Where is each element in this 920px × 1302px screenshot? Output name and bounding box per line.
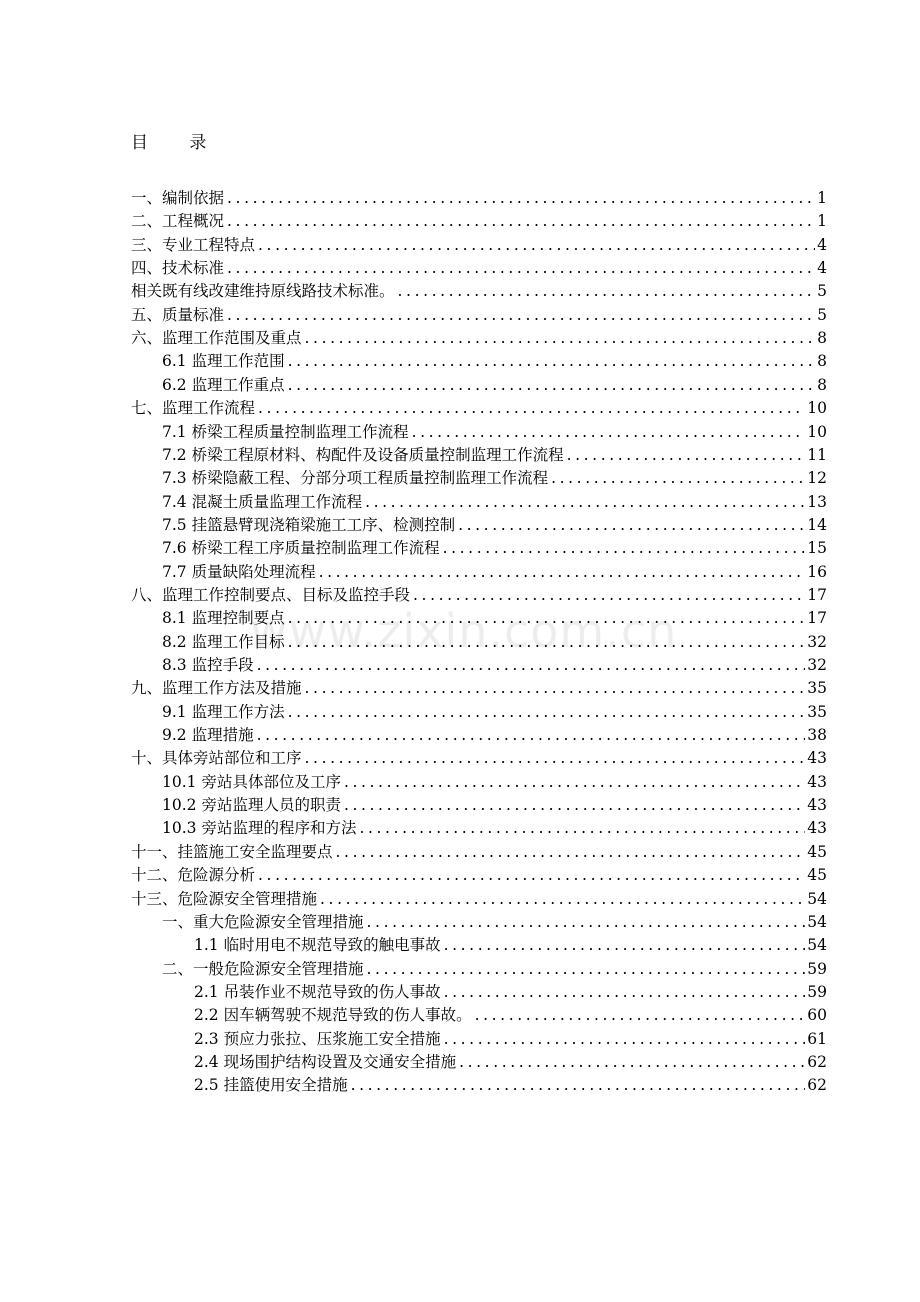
toc-entry-label: 七、监理工作流程 (131, 399, 256, 418)
toc-entry[interactable] (162, 815, 827, 838)
toc-entry-page-number: 16 (807, 562, 827, 581)
toc-entry-page-number: 4 (817, 235, 827, 254)
toc-entry[interactable] (162, 699, 827, 722)
toc-entry-label: 2.4 现场围护结构设置及交通安全措施 (194, 1052, 457, 1071)
toc-entry-page-number: 62 (807, 1076, 827, 1095)
dot-leader (255, 865, 805, 885)
dot-leader (285, 632, 806, 652)
dot-leader (548, 468, 805, 488)
dot-leader (224, 211, 815, 231)
toc-entry[interactable] (162, 769, 827, 792)
dot-leader (348, 1075, 806, 1095)
dot-leader (254, 725, 806, 745)
toc-entry-label: 二、一般危险源安全管理措施 (162, 959, 364, 978)
dot-leader (255, 235, 815, 255)
dot-leader (564, 445, 806, 465)
dot-leader (285, 375, 816, 395)
toc-entry-page-number: 8 (817, 329, 827, 348)
dot-leader (364, 912, 806, 932)
toc-entry-page-number: 32 (807, 632, 827, 651)
dot-leader (302, 748, 806, 768)
toc-entry-label: 8.1 监理控制要点 (162, 609, 285, 628)
toc-entry-label: 7.4 混凝土质量监理工作流程 (162, 492, 363, 511)
dot-leader (255, 398, 805, 418)
toc-entry[interactable] (131, 395, 827, 418)
toc-entry-label: 7.2 桥梁工程原材料、构配件及设备质量控制监理工作流程 (162, 445, 564, 464)
toc-entry[interactable] (162, 605, 827, 628)
toc-entry[interactable] (194, 1072, 827, 1095)
toc-entry[interactable] (131, 582, 827, 605)
toc-entry-label: 1.1 临时用电不规范导致的触电事故 (194, 936, 441, 955)
toc-entry-page-number: 1 (817, 212, 827, 231)
toc-entry[interactable] (162, 629, 827, 652)
toc-entry-label: 五、质量标准 (131, 305, 225, 324)
toc-entry-page-number: 59 (807, 959, 827, 978)
toc-entry-label: 2.2 因车辆驾驶不规范导致的伤人事故。 (194, 1006, 472, 1025)
dot-leader (285, 608, 806, 628)
dot-leader (441, 982, 806, 1002)
watermark: www.zixin.com.cn (250, 604, 678, 658)
toc-entry-page-number: 32 (807, 656, 827, 674)
toc-entry-page-number: 54 (807, 912, 827, 931)
toc-entry-label: 三、专业工程特点 (131, 235, 256, 254)
toc-entry-label: 一、编制依据 (131, 189, 225, 207)
toc-entry[interactable] (162, 465, 827, 488)
toc-entry[interactable] (162, 535, 827, 558)
dot-leader (224, 258, 815, 278)
dot-leader (341, 772, 805, 792)
dot-leader (302, 328, 816, 348)
toc-entry-page-number: 13 (807, 492, 827, 511)
toc-entry-page-number: 61 (807, 1029, 827, 1048)
dot-leader (333, 842, 806, 862)
dot-leader (472, 1005, 806, 1025)
toc-entry-page-number: 43 (807, 772, 827, 791)
dot-leader (285, 351, 816, 371)
toc-title: 目 录 (131, 133, 225, 153)
toc-entry-page-number: 43 (807, 819, 827, 838)
toc-entry-page-number: 62 (807, 1052, 827, 1071)
toc-entry[interactable] (131, 839, 827, 862)
dot-leader (410, 585, 805, 605)
toc-entry[interactable] (131, 675, 827, 698)
toc-entry-page-number: 11 (807, 445, 827, 464)
toc-entry[interactable] (162, 909, 827, 932)
toc-entry[interactable] (162, 489, 827, 512)
toc-entry[interactable] (131, 745, 827, 768)
toc-entry-label: 2.1 吊装作业不规范导致的伤人事故 (194, 982, 441, 1001)
toc-entry-label: 十一、挂篮施工安全监理要点 (131, 842, 333, 861)
toc-entry-page-number: 54 (807, 889, 827, 908)
toc-entry-label: 9.1 监理工作方法 (162, 702, 285, 721)
toc-entry[interactable] (194, 1026, 827, 1049)
toc-entry-label: 8.3 监控手段 (162, 656, 254, 674)
toc-entry-page-number: 5 (817, 305, 827, 324)
toc-entry-page-number: 12 (807, 469, 827, 488)
toc-entry-page-number: 60 (807, 1006, 827, 1025)
toc-entry[interactable] (162, 652, 827, 675)
toc-entry-label: 10.2 旁站监理人员的职责 (162, 796, 341, 815)
dot-leader (455, 515, 805, 535)
toc-entry[interactable] (162, 442, 827, 465)
toc-entry[interactable] (162, 559, 827, 582)
toc-entry-page-number: 10 (807, 399, 827, 418)
dot-leader (317, 889, 805, 909)
toc-entry-page-number: 38 (807, 726, 827, 745)
dot-leader (362, 492, 805, 512)
toc-entry[interactable] (194, 932, 827, 955)
toc-entry-label: 十三、危险源安全管理措施 (131, 889, 318, 908)
dot-leader (456, 1052, 805, 1072)
toc-entry-label: 7.5 挂篮悬臂现浇箱梁施工工序、检测控制 (162, 515, 456, 534)
dot-leader (341, 795, 805, 815)
toc-entry-page-number: 8 (817, 352, 827, 371)
toc-entry-label: 7.6 桥梁工程工序质量控制监理工作流程 (162, 539, 440, 558)
toc-entry-label: 10.1 旁站具体部位及工序 (162, 772, 341, 791)
toc-entry[interactable] (131, 302, 827, 325)
toc-entry-page-number: 43 (807, 749, 827, 768)
toc-entry[interactable] (131, 886, 827, 909)
dot-leader (440, 538, 806, 558)
toc-entry-page-number: 45 (807, 866, 827, 885)
toc-entry-page-number: 59 (807, 982, 827, 1001)
dot-leader (409, 422, 806, 442)
toc-entry-page-number: 10 (807, 422, 827, 441)
dot-leader (441, 935, 806, 955)
toc-entry[interactable] (131, 278, 827, 301)
toc-entry-label: 十、具体旁站部位和工序 (131, 749, 302, 768)
toc-entry-label: 7.1 桥梁工程质量控制监理工作流程 (162, 422, 409, 441)
toc-entry-page-number: 17 (807, 585, 827, 604)
toc-entry[interactable] (131, 208, 827, 231)
toc-entry[interactable] (162, 792, 827, 815)
toc-entry-label: 一、重大危险源安全管理措施 (162, 912, 364, 931)
dot-leader (254, 655, 806, 675)
toc-entry-label: 二、工程概况 (131, 212, 225, 231)
toc-entry-label: 八、监理工作控制要点、目标及监控手段 (131, 585, 411, 604)
dot-leader (395, 281, 816, 301)
dot-leader (441, 1029, 806, 1049)
toc-entry[interactable] (194, 1049, 827, 1072)
toc-entry-label: 十二、危险源分析 (131, 866, 256, 885)
dot-leader (364, 959, 806, 979)
toc-entry-page-number: 8 (817, 375, 827, 394)
toc-entry[interactable] (162, 348, 827, 371)
toc-entry[interactable] (194, 1002, 827, 1025)
toc-entry-page-number: 35 (807, 679, 827, 698)
toc-entry[interactable] (131, 185, 827, 208)
toc-entry-label: 9.2 监理措施 (162, 726, 254, 745)
toc-entry-page-number: 43 (807, 796, 827, 815)
toc-entry-label: 四、技术标准 (131, 259, 225, 278)
toc-entry-label: 8.2 监理工作目标 (162, 632, 285, 651)
toc-entry-label: 6.1 监理工作范围 (162, 352, 285, 371)
toc-entry[interactable] (131, 255, 827, 278)
toc-entry-page-number: 17 (807, 609, 827, 628)
toc-entry-label: 九、监理工作方法及措施 (131, 679, 302, 698)
toc-entry-label: 六、监理工作范围及重点 (131, 329, 302, 348)
toc-entry-label: 6.2 监理工作重点 (162, 375, 285, 394)
toc-entry[interactable] (162, 372, 827, 395)
toc-entry-label: 7.3 桥梁隐蔽工程、分部分项工程质量控制监理工作流程 (162, 469, 549, 488)
toc-entry-label: 2.5 挂篮使用安全措施 (194, 1076, 348, 1095)
toc-entry-label: 相关既有线改建维持原线路技术标准。 (131, 282, 395, 301)
toc-entry-page-number: 35 (807, 702, 827, 721)
toc-entry-label: 10.3 旁站监理的程序和方法 (162, 819, 357, 838)
toc-entry[interactable] (131, 325, 827, 348)
toc-entry[interactable] (162, 722, 827, 745)
toc-entry-page-number: 4 (817, 259, 827, 278)
toc-entry-page-number: 5 (817, 282, 827, 301)
dot-leader (285, 702, 806, 722)
toc-entry-page-number: 45 (807, 842, 827, 861)
toc-entry-label: 2.3 预应力张拉、压浆施工安全措施 (194, 1029, 441, 1048)
toc-entry[interactable] (162, 419, 827, 442)
toc-entry-page-number: 1 (817, 189, 827, 207)
toc-entry-label: 7.7 质量缺陷处理流程 (162, 562, 316, 581)
toc-entry[interactable] (131, 862, 827, 885)
dot-leader (316, 562, 806, 582)
toc-entry-page-number: 14 (807, 515, 827, 534)
dot-leader (224, 305, 815, 325)
toc-entry-page-number: 54 (807, 936, 827, 955)
dot-leader (356, 818, 805, 838)
toc-entry[interactable] (131, 232, 827, 255)
toc-entry-page-number: 15 (807, 539, 827, 558)
dot-leader (224, 188, 815, 208)
toc-entry[interactable] (194, 979, 827, 1002)
dot-leader (302, 678, 806, 698)
toc-entry[interactable] (162, 512, 827, 535)
toc-entry[interactable] (162, 956, 827, 979)
